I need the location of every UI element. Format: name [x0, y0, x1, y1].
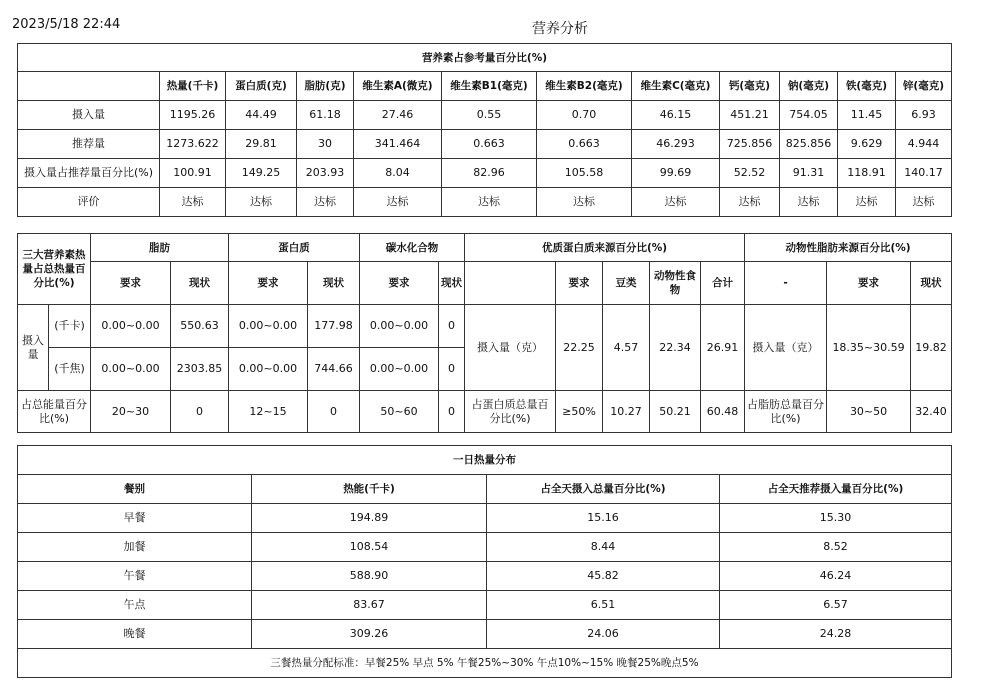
column-header: 要求: [360, 262, 439, 305]
table-cell: 6.93: [896, 101, 952, 130]
table-cell: 达标: [537, 188, 632, 217]
table-row: [18, 130, 952, 159]
row-sublabel: (千焦): [49, 348, 91, 391]
table-cell: 46.293: [632, 130, 720, 159]
row-label: 占总能量百分比(%): [18, 391, 91, 433]
column-header: 蛋白质(克): [226, 72, 297, 101]
table-cell: 550.63: [171, 305, 229, 348]
table-cell: 30: [297, 130, 354, 159]
animal-fat-header: 动物性脂肪来源百分比(%): [745, 234, 952, 262]
row-label: 占蛋白质总量百分比(%): [465, 391, 556, 433]
table-cell: 0: [439, 391, 465, 433]
table-cell: 83.67: [252, 591, 487, 620]
column-header: 脂肪(克): [297, 72, 354, 101]
table-cell: 24.28: [720, 620, 952, 649]
column-header: 现状: [308, 262, 360, 305]
table-cell: 177.98: [308, 305, 360, 348]
table-cell: 0.00~0.00: [91, 348, 171, 391]
table-cell: 99.69: [632, 159, 720, 188]
table-cell: 1273.622: [160, 130, 226, 159]
column-header: 钠(毫克): [780, 72, 838, 101]
table-cell: 6.57: [720, 591, 952, 620]
row-label: 摄入量（克）: [465, 305, 556, 391]
table-cell: 29.81: [226, 130, 297, 159]
meal-name: 早餐: [18, 504, 252, 533]
table-cell: 754.05: [780, 101, 838, 130]
table-row: [18, 620, 952, 649]
corner-header: 三大营养素热量占总热量百分比(%): [18, 234, 91, 305]
table-cell: 8.04: [354, 159, 442, 188]
table-cell: 22.34: [650, 305, 701, 391]
table-row: [18, 101, 952, 130]
table-cell: 149.25: [226, 159, 297, 188]
table-cell: 91.31: [780, 159, 838, 188]
column-header: 锌(毫克): [896, 72, 952, 101]
table-cell: 60.48: [701, 391, 745, 433]
table-cell: 27.46: [354, 101, 442, 130]
table-cell: 达标: [896, 188, 952, 217]
table-cell: 9.629: [838, 130, 896, 159]
row-label: 摄入量占推荐量百分比(%): [18, 159, 160, 188]
column-header: 动物性食物: [650, 262, 701, 305]
table-cell: 22.25: [556, 305, 603, 391]
table-cell: 46.24: [720, 562, 952, 591]
table-cell: 0.00~0.00: [229, 348, 308, 391]
column-header: 热量(千卡): [160, 72, 226, 101]
table-cell: 0: [439, 348, 465, 391]
column-header: 餐别: [18, 475, 252, 504]
column-header: 要求: [229, 262, 308, 305]
macronutrient-energy-table: [17, 233, 952, 433]
quality-protein-header: 优质蛋白质来源百分比(%): [465, 234, 745, 262]
row-label: 摄入量: [18, 305, 49, 391]
column-header: 维生素C(毫克): [632, 72, 720, 101]
table-cell: 194.89: [252, 504, 487, 533]
table-title: 一日热量分布: [18, 446, 952, 475]
table-cell: 451.21: [720, 101, 780, 130]
table-cell: 82.96: [442, 159, 537, 188]
table-row: [18, 391, 952, 433]
row-label: 摄入量: [18, 101, 160, 130]
table-cell: 0.00~0.00: [360, 348, 439, 391]
row-label: 占脂肪总量百分比(%): [745, 391, 827, 433]
table-cell: 10.27: [603, 391, 650, 433]
table-cell: 12~15: [229, 391, 308, 433]
table-cell: 2303.85: [171, 348, 229, 391]
table-cell: 100.91: [160, 159, 226, 188]
table-cell: 11.45: [838, 101, 896, 130]
table-cell: 341.464: [354, 130, 442, 159]
table-cell: 20~30: [91, 391, 171, 433]
meal-name: 午餐: [18, 562, 252, 591]
column-header: 豆类: [603, 262, 650, 305]
table-cell: 0.00~0.00: [360, 305, 439, 348]
table-row: [18, 562, 952, 591]
page-title: 营养分析: [532, 21, 588, 37]
carb-header: 碳水化合物: [360, 234, 465, 262]
column-header: 占全天推荐摄入量百分比(%): [720, 475, 952, 504]
table-cell: 0.00~0.00: [91, 305, 171, 348]
table-title: 营养素占参考量百分比(%): [18, 44, 952, 72]
column-header: 钙(毫克): [720, 72, 780, 101]
table-cell: 8.52: [720, 533, 952, 562]
table-row: [18, 159, 952, 188]
column-header: 要求: [91, 262, 171, 305]
table-row: [18, 591, 952, 620]
table-cell: 0: [308, 391, 360, 433]
table-cell: 15.30: [720, 504, 952, 533]
corner-cell: [18, 72, 160, 101]
protein-header: 蛋白质: [229, 234, 360, 262]
daily-energy-distribution-table: [17, 445, 952, 678]
table-cell: 18.35~30.59: [827, 305, 911, 391]
table-cell: 309.26: [252, 620, 487, 649]
table-cell: 4.57: [603, 305, 650, 391]
column-header: 现状: [439, 262, 465, 305]
row-label: 评价: [18, 188, 160, 217]
table-cell: 50~60: [360, 391, 439, 433]
table-cell: 61.18: [297, 101, 354, 130]
table-cell: 0.663: [537, 130, 632, 159]
column-header: 热能(千卡): [252, 475, 487, 504]
table-cell: 24.06: [487, 620, 720, 649]
print-datetime: 2023/5/18 22:44: [12, 17, 121, 32]
column-header: 现状: [911, 262, 952, 305]
table-row: [18, 533, 952, 562]
table-row: [18, 504, 952, 533]
column-header: 要求: [827, 262, 911, 305]
table-cell: 达标: [297, 188, 354, 217]
table-row: [18, 305, 952, 348]
table-cell: 203.93: [297, 159, 354, 188]
table-cell: 0.70: [537, 101, 632, 130]
table-cell: 1195.26: [160, 101, 226, 130]
table-cell: 744.66: [308, 348, 360, 391]
fat-header: 脂肪: [91, 234, 229, 262]
meal-name: 加餐: [18, 533, 252, 562]
table-cell: 8.44: [487, 533, 720, 562]
table-cell: 588.90: [252, 562, 487, 591]
table-cell: 50.21: [650, 391, 701, 433]
column-header: 合计: [701, 262, 745, 305]
table-cell: 0: [171, 391, 229, 433]
row-sublabel: (千卡): [49, 305, 91, 348]
table-cell: 0: [439, 305, 465, 348]
table-cell: 19.82: [911, 305, 952, 391]
column-header: 维生素B2(毫克): [537, 72, 632, 101]
table-cell: 达标: [780, 188, 838, 217]
table-cell: 达标: [720, 188, 780, 217]
column-header: 维生素A(微克): [354, 72, 442, 101]
table-cell: 达标: [632, 188, 720, 217]
table-cell: 30~50: [827, 391, 911, 433]
column-header: 维生素B1(毫克): [442, 72, 537, 101]
table-cell: 118.91: [838, 159, 896, 188]
table-cell: 108.54: [252, 533, 487, 562]
table-cell: 4.944: [896, 130, 952, 159]
table-row: [18, 188, 952, 217]
column-header: 现状: [171, 262, 229, 305]
table-cell: 46.15: [632, 101, 720, 130]
row-label: 摄入量（克）: [745, 305, 827, 391]
table-cell: 32.40: [911, 391, 952, 433]
distribution-standard-note: 三餐热量分配标准：早餐25% 早点 5% 午餐25%~30% 午点10%~15% 晚餐25%晚点5%: [18, 649, 952, 678]
column-header: 要求: [556, 262, 603, 305]
column-header: -: [745, 262, 827, 305]
column-header: 占全天摄入总量百分比(%): [487, 475, 720, 504]
table-cell: 45.82: [487, 562, 720, 591]
table-cell: 15.16: [487, 504, 720, 533]
empty-cell: [465, 262, 556, 305]
row-label: 推荐量: [18, 130, 160, 159]
table-cell: 达标: [226, 188, 297, 217]
table-cell: 140.17: [896, 159, 952, 188]
table-cell: 0.55: [442, 101, 537, 130]
table-cell: 0.00~0.00: [229, 305, 308, 348]
meal-name: 午点: [18, 591, 252, 620]
table-cell: 达标: [838, 188, 896, 217]
table-cell: 达标: [160, 188, 226, 217]
table-cell: 105.58: [537, 159, 632, 188]
table-cell: 达标: [354, 188, 442, 217]
table-cell: 44.49: [226, 101, 297, 130]
table-cell: 达标: [442, 188, 537, 217]
table-cell: 725.856: [720, 130, 780, 159]
nutrient-reference-table: [17, 43, 952, 217]
table-cell: 0.663: [442, 130, 537, 159]
table-cell: 6.51: [487, 591, 720, 620]
column-header: 铁(毫克): [838, 72, 896, 101]
table-cell: 52.52: [720, 159, 780, 188]
table-cell: 825.856: [780, 130, 838, 159]
table-cell: ≥50%: [556, 391, 603, 433]
table-cell: 26.91: [701, 305, 745, 391]
meal-name: 晚餐: [18, 620, 252, 649]
